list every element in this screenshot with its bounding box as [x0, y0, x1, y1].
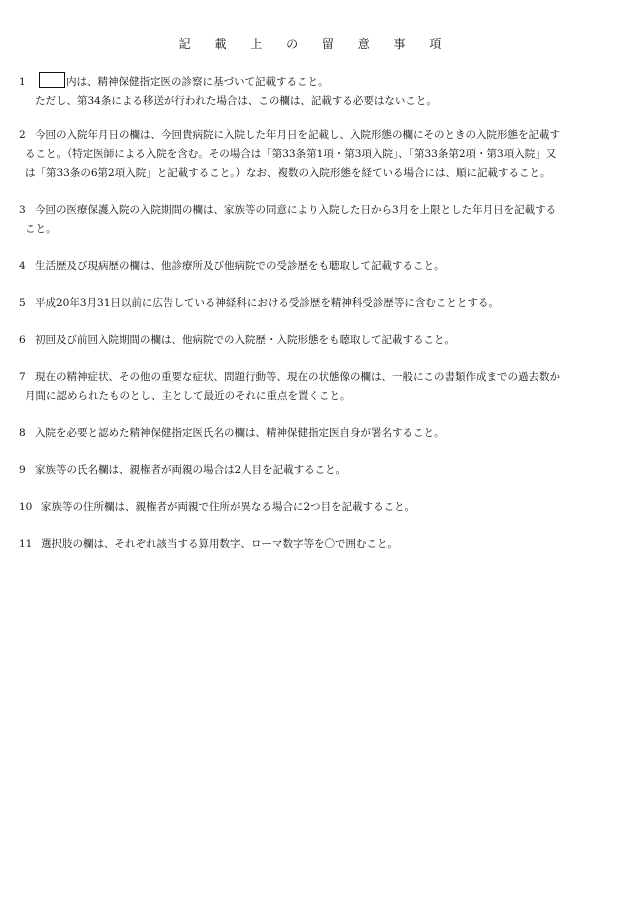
note-item-1	[19, 72, 615, 111]
note-number: 8	[19, 427, 26, 439]
note-text-line-1: 初回及び前回入院期間の欄は、他病院での入院歴・入院形態をも聴取して記載すること。	[35, 334, 455, 346]
note-text-line-1: 家族等の住所欄は、親権者が両親で住所が異なる場合に2つ目を記載すること。	[41, 501, 416, 513]
note-text-line-1: 家族等の氏名欄は、親権者が両親の場合は2人目を記載すること。	[35, 464, 347, 476]
note-number: 7	[19, 371, 26, 383]
note-continuation: ただし、第34条による移送が行われた場合は、この欄は、記載する必要はないこと。	[35, 95, 437, 107]
note-text-line-1: 現在の精神症状、その他の重要な症状、問題行動等、現在の状態像の欄は、一般にこの書類作成までの過去数か	[35, 371, 560, 383]
note-item-9	[19, 461, 615, 480]
marker-box	[39, 72, 65, 88]
note-number: 2	[19, 129, 26, 141]
note-item-5	[19, 294, 615, 313]
note-text-line-1: 今回の医療保護入院の入院期間の欄は、家族等の同意により入院した日から3月を上限とした年月日を記載する	[35, 204, 557, 216]
note-number: 5	[19, 297, 26, 309]
note-item-3	[19, 201, 615, 239]
note-item-11	[19, 535, 615, 554]
note-text-line-2: ること。（特定医師による入院を含む。その場合は「第33条第1項・第3項入院」、「第33条第2項・第3項入院」又	[25, 148, 557, 160]
document-title: 記 載 上 の 留 意 事 項	[178, 37, 452, 51]
note-number: 11	[19, 538, 33, 550]
note-item-6	[19, 331, 615, 350]
note-number: 1	[19, 76, 26, 88]
note-number: 6	[19, 334, 26, 346]
note-text-line-2: 月間に認められたものとし、主として最近のそれに重点を置くこと。	[25, 390, 351, 402]
note-text-line-1: 入院を必要と認めた精神保健指定医氏名の欄は、精神保健指定医自身が署名すること。	[35, 427, 445, 439]
note-item-7	[19, 368, 615, 406]
note-item-4	[19, 257, 615, 276]
note-text: 内は、精神保健指定医の診察に基づいて記載すること。	[66, 76, 329, 88]
note-text-line-3: は「第33条の6第2項入院」と記載すること。）なお、複数の入院形態を経ている場合には、順に記載すること。	[25, 167, 551, 179]
note-text-line-1: 選択肢の欄は、それぞれ該当する算用数字、ローマ数字等を〇で囲むこと。	[41, 538, 398, 550]
note-number: 4	[19, 260, 26, 272]
note-number: 3	[19, 204, 26, 216]
note-item-10	[19, 498, 615, 517]
note-number: 10	[19, 501, 33, 513]
note-text-line-1: 平成20年3月31日以前に広告している神経科における受診歴を精神科受診歴等に含むこととする。	[35, 297, 499, 309]
note-text-line-1: 今回の入院年月日の欄は、今回貴病院に入院した年月日を記載し、入院形態の欄にそのときの入院形態を記載す	[35, 129, 560, 141]
note-item-8	[19, 424, 615, 443]
note-number: 9	[19, 464, 26, 476]
note-text-line-2: こと。	[25, 223, 57, 235]
note-text-line-1: 生活歴及び現病歴の欄は、他診療所及び他病院での受診歴をも聴取して記載すること。	[35, 260, 445, 272]
note-item-2	[19, 126, 615, 183]
